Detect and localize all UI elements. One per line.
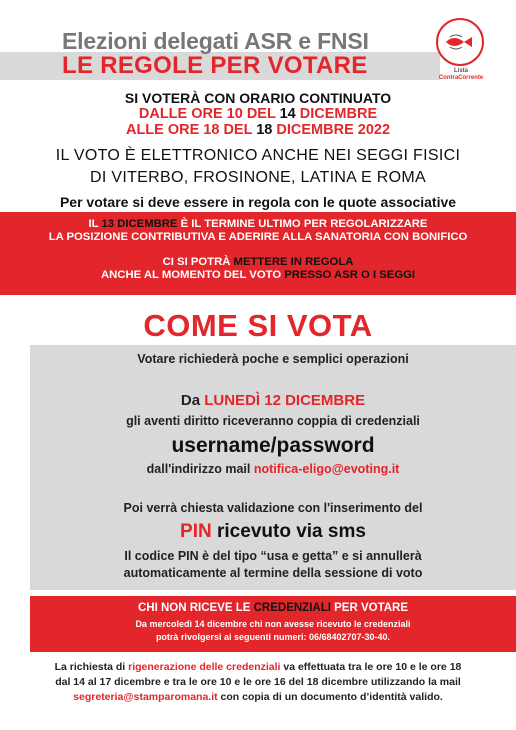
logo-text-lista: Lista: [453, 68, 468, 74]
electronic-line-2: DI VITERBO, FROSINONE, LATINA E ROMA: [90, 169, 426, 186]
dates-line-3: ALLE ORE 18 DEL 18 DICEMBRE 2022: [125, 122, 391, 138]
fish-icon: [444, 32, 476, 52]
header-title: Elezioni delegati ASR e FNSI: [62, 28, 369, 54]
dates-line-1: SI VOTERÀ CON ORARIO CONTINUATO: [124, 90, 392, 106]
no-credentials-box: [30, 596, 516, 652]
credentials-label: username/password: [171, 434, 375, 457]
electronic-line-1: IL VOTO È ELETTRONICO ANCHE NEI SEGGI FISICI: [55, 147, 461, 164]
recipients-text: gli aventi diritto riceveranno coppia di credenziali: [126, 414, 420, 428]
quote-notice: Per votare si deve essere in regola con le quote associative: [59, 194, 457, 210]
electronic-vote-notice: [0, 145, 516, 189]
regularize-paragraph: CI SI POTRÀ METTERE IN REGOLA ANCHE AL MOMENTO DEL VOTO PRESSO ASR O I SEGGI: [100, 256, 416, 281]
sender-mail: dall'indirizzo mail notifica-eligo@evoting.it: [146, 462, 400, 476]
no-credentials-body: Da mercoledì 14 dicembre chi non avesse ricevuto le credenziali potrà rivolgersi ai seguenti numeri: 06/68402707-30-40.: [135, 619, 411, 642]
pin-description: Il codice PIN è del tipo “usa e getta” e si annullerà automaticamente al termine della sessione di voto: [123, 549, 423, 580]
dates-line-2: DALLE ORE 10 DEL 14 DICEMBRE: [138, 106, 378, 122]
how-to-vote-intro: Votare richiederà poche e semplici operazioni: [137, 352, 409, 366]
logo-text-name: ContraCorrente: [438, 75, 484, 81]
footer-note: La richiesta di rigenerazione delle credenziali va effettuata tra le ore 10 e le ore 18 dal 14 al 17 dicembre e tra le ore 10 e le ore 16 del 18 dicembre utilizzando la mail segreteria@stamparomana.it con copia di un documento d’identità valido.: [54, 661, 462, 703]
header-subtitle: LE REGOLE PER VOTARE: [62, 52, 368, 79]
deadline-paragraph: IL 13 DICEMBRE È IL TERMINE ULTIMO PER REGOLARIZZARE LA POSIZIONE CONTRIBUTIVA E ADERIRE ALLA SANATORIA CON BONIFICO: [48, 218, 468, 243]
logo: [432, 18, 490, 80]
no-credentials-title: CHI NON RICEVE LE CREDENZIALI PER VOTARE: [137, 602, 409, 614]
vote-dates: [0, 90, 516, 138]
start-date: Da LUNEDÌ 12 DICEMBRE: [180, 392, 366, 409]
validation-text: Poi verrà chiesta validazione con l'inserimento del: [123, 501, 423, 515]
pin-sms-label: PIN ricevuto via sms: [180, 521, 366, 542]
how-to-vote-title: COME SI VOTA: [143, 308, 373, 343]
deadline-box: [0, 212, 516, 295]
